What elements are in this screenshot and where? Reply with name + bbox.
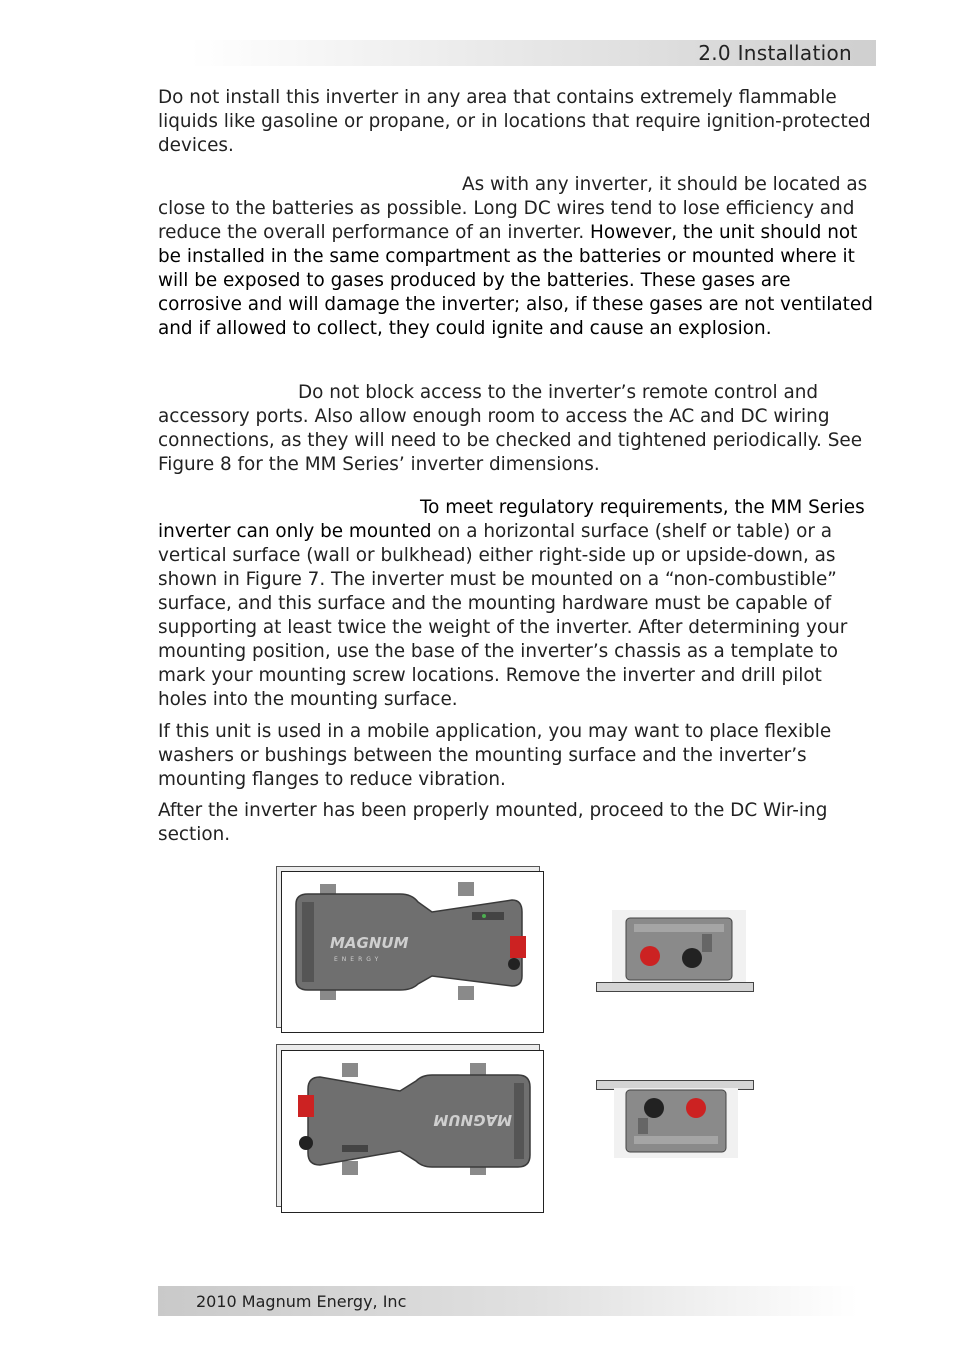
paragraph-mobile <box>158 720 874 792</box>
logo-sub-text: ENERGY <box>334 956 383 963</box>
mounting-surface-bottom <box>596 982 754 992</box>
paragraph-text: If this unit is used in a mobile application, you may want to place flexible washers or bushings between the mounting surface and the inverter’s mounting flanges to reduce vibration. <box>158 721 832 790</box>
paragraph-text: Do not block access to the inverter’s remote control and accessory ports. Also allow enough room to access the AC and DC wiring connections, as they will need to be checked and tightened periodically. See Figure 8 for the MM Series’ inverter dimensions. <box>158 382 863 475</box>
paragraph-text: on a horizontal surface (shelf or table) or a vertical surface (wall or bulkhead) either right-side up or upside-down, as shown in Figure 7. The inverter must be mounted on a “non-combustible” surface, and this surface and the mounting hardware must be capable of supporting at least twice the weight of the inverter. After determining your mounting position, use the base of the inverter’s chassis as a template to mark your mounting screw locations. Remove the inverter and drill pilot holes into the mounting surface. <box>158 521 848 710</box>
figure-shelf-top-view <box>281 871 544 1033</box>
paragraph-text: As with any inverter, it should be located as close to the batteries as possible. Long DC wires tend to lose efficiency and reduce the overall performance of an inverter. <box>158 174 868 243</box>
section-title: 2.0 Installation <box>698 41 852 65</box>
paragraph-text-emphasis: However, the unit should not be installed in the same compartment as the batteries or mounted where it will be exposed to gases produced by the batteries. These gases are corrosive and will damage the inverter; also, if these gases are not ventilated and if allowed to collect, they could ignite and cause an explosion. <box>158 222 873 339</box>
footer-copyright: 2010 Magnum Energy, Inc <box>196 1292 407 1311</box>
paragraph-flammable <box>158 86 874 158</box>
logo-text: MAGNUM <box>330 934 409 952</box>
paragraph-access <box>158 381 874 477</box>
header-bar <box>190 40 876 66</box>
footer-bar <box>158 1286 858 1316</box>
paragraph-text: Do not install this inverter in any area that contains extremely flammable liquids like gasoline or propane, or in locations that require ignition-protected devices. <box>158 87 871 156</box>
inverter-upside-down-image <box>282 1051 543 1212</box>
paragraph-text: After the inverter has been properly mounted, proceed to the DC Wir-ing section. <box>158 800 828 845</box>
figure-side-view-inverted <box>614 1088 738 1158</box>
inverter-top-image <box>282 872 543 1032</box>
paragraph-mounting <box>158 496 874 712</box>
logo-text: MAGNUM <box>433 1111 512 1129</box>
paragraph-batteries <box>158 173 874 341</box>
figure-side-view-upright <box>612 910 746 982</box>
paragraph-proceed <box>158 799 874 847</box>
figure-upside-down-view <box>281 1050 544 1213</box>
paragraph-text-emphasis: To meet regulatory requirements, the MM Series inverter can only be mounted <box>158 497 865 542</box>
